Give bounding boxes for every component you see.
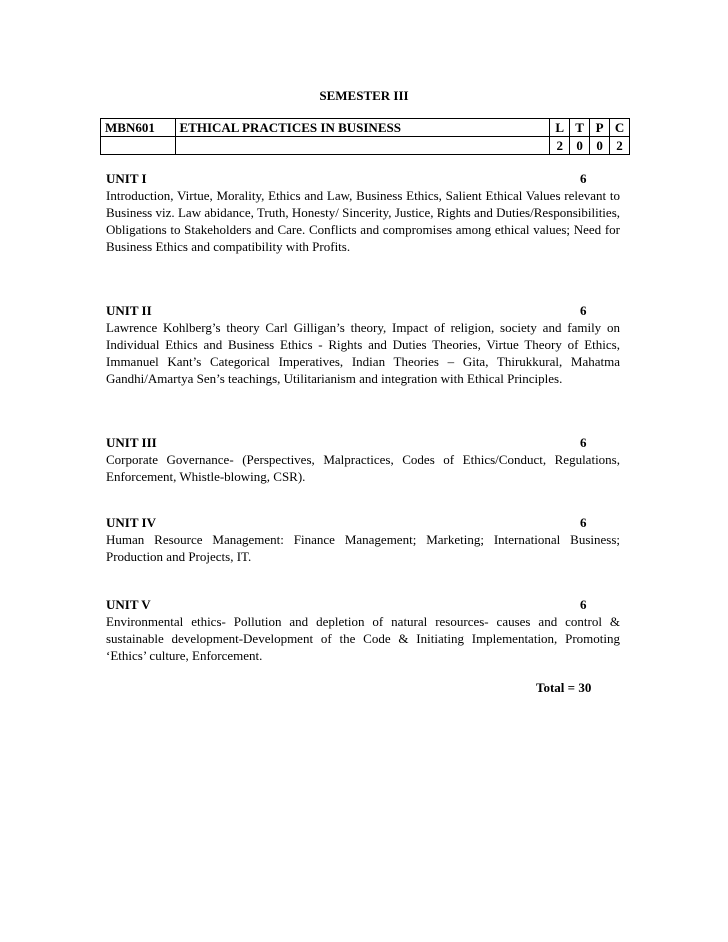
empty-cell bbox=[175, 137, 550, 155]
unit-hours: 6 bbox=[580, 597, 587, 612]
unit-content: Corporate Governance- (Perspectives, Malpractices, Codes of Ethics/Conduct, Regulations, Enforcement, Whistle-blowing, CSR). bbox=[106, 452, 620, 484]
unit-content: Environmental ethics- Pollution and depletion of natural resources- causes and control & sustainable development-Development of the Code & Initiating Implementation, Promoting ‘Ethics’ culture, Enforcement. bbox=[106, 614, 620, 663]
unit-section bbox=[106, 170, 620, 255]
unit-title: UNIT I bbox=[106, 171, 147, 186]
total-hours: Total = 30 bbox=[536, 680, 592, 695]
unit-title: UNIT II bbox=[106, 303, 152, 318]
unit-heading bbox=[106, 434, 620, 451]
unit-title: UNIT III bbox=[106, 435, 157, 450]
credits-value: 2 bbox=[610, 137, 630, 155]
lecture-header: L bbox=[550, 119, 570, 137]
course-code: MBN601 bbox=[101, 119, 176, 137]
course-header-row bbox=[101, 119, 630, 137]
empty-cell bbox=[101, 137, 176, 155]
course-values-row bbox=[101, 137, 630, 155]
unit-content: Human Resource Management: Finance Management; Marketing; International Business; Production and Projects, IT. bbox=[106, 532, 620, 564]
unit-title: UNIT V bbox=[106, 597, 151, 612]
unit-hours: 6 bbox=[580, 515, 587, 530]
unit-heading bbox=[106, 170, 620, 187]
unit-hours: 6 bbox=[580, 435, 587, 450]
unit-heading bbox=[106, 302, 620, 319]
practical-value: 0 bbox=[590, 137, 610, 155]
lecture-value: 2 bbox=[550, 137, 570, 155]
unit-section bbox=[106, 434, 620, 485]
tutorial-header: T bbox=[570, 119, 590, 137]
course-info-table bbox=[100, 118, 630, 155]
credits-header: C bbox=[610, 119, 630, 137]
practical-header: P bbox=[590, 119, 610, 137]
unit-section bbox=[106, 596, 620, 664]
semester-heading: SEMESTER III bbox=[319, 88, 409, 103]
unit-title: UNIT IV bbox=[106, 515, 156, 530]
unit-content: Lawrence Kohlberg’s theory Carl Gilligan’s theory, Impact of religion, society and family on Individual Ethics and Business Ethics - Rights and Duties Theories, Virtue Theory of Ethics, Immanuel Kant’s Categorical Imperatives, Indian Theories – Gita, Thirukkural, Mahatma Gandhi/Amartya Sen’s teachings, Utilitarianism and integration with Ethical Principles. bbox=[106, 320, 620, 386]
unit-hours: 6 bbox=[580, 171, 587, 186]
unit-hours: 6 bbox=[580, 303, 587, 318]
tutorial-value: 0 bbox=[570, 137, 590, 155]
unit-section bbox=[106, 302, 620, 387]
unit-heading bbox=[106, 596, 620, 613]
unit-heading bbox=[106, 514, 620, 531]
unit-section bbox=[106, 514, 620, 565]
unit-content: Introduction, Virtue, Morality, Ethics and Law, Business Ethics, Salient Ethical Values relevant to Business viz. Law abidance, Truth, Honesty/ Sincerity, Justice, Rights and Duties/Responsibilities, Obligations to Stakeholders and Care. Conflicts and compromises among ethical values; Need for Business Ethics and compatibility with Profits. bbox=[106, 188, 620, 254]
course-title: ETHICAL PRACTICES IN BUSINESS bbox=[175, 119, 550, 137]
